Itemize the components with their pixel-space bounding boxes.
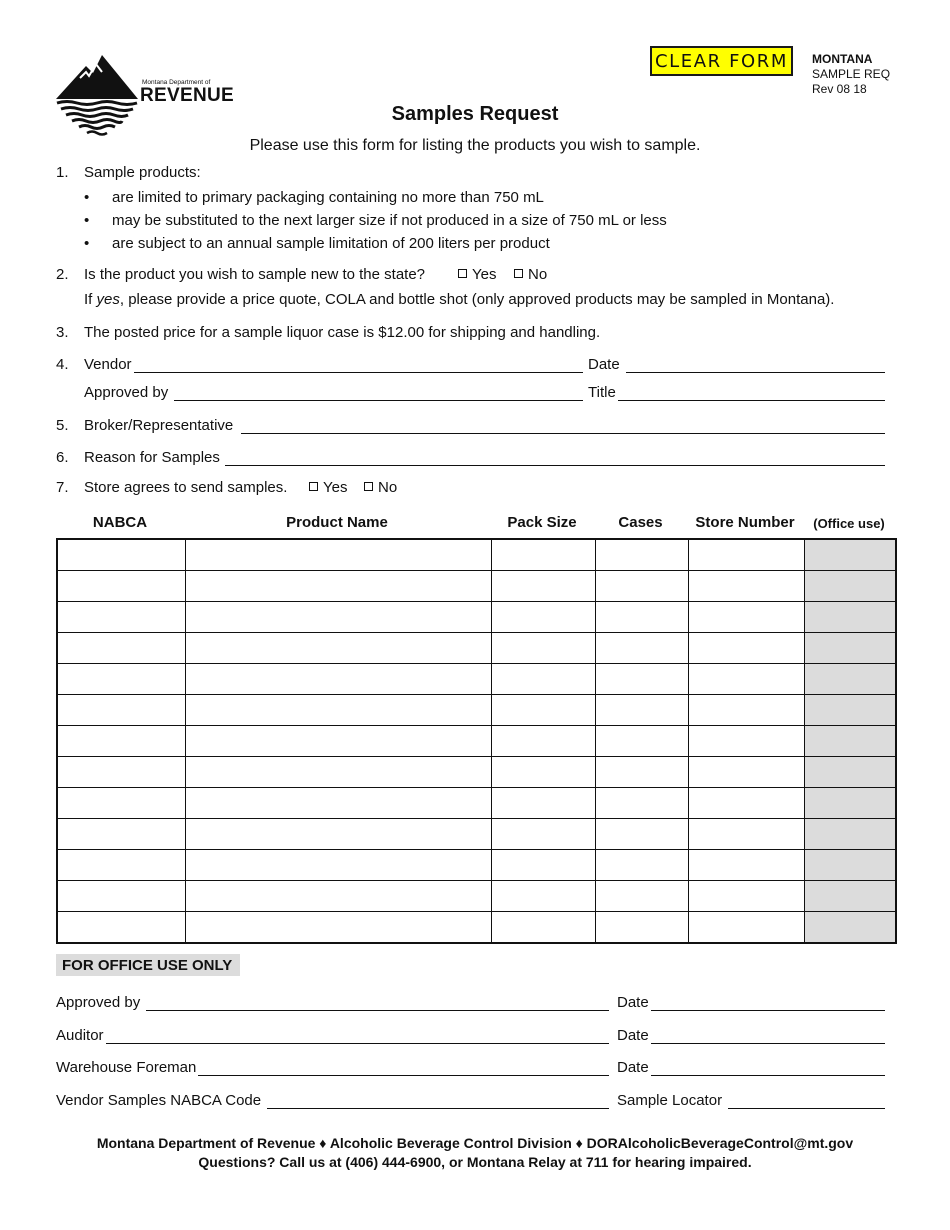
- table-row: [57, 881, 896, 912]
- header-cases: Cases: [618, 514, 663, 531]
- auditor-date-label: Date: [617, 1027, 649, 1044]
- nabca-cell[interactable]: [57, 881, 185, 912]
- vendor-date-field[interactable]: [588, 356, 885, 373]
- pack-size-cell[interactable]: [491, 881, 595, 912]
- samples-table: [56, 538, 897, 944]
- broker-label: Broker/Representative: [84, 417, 234, 434]
- table-row: [57, 850, 896, 881]
- footer-questions: Questions? Call us at (406) 444-6900, or Montana Relay at 711 for hearing impaired.: [198, 1154, 752, 1170]
- header-office-use: (Office use): [813, 516, 885, 531]
- item-1-number: 1.: [56, 164, 69, 181]
- pack-size-cell[interactable]: [491, 788, 595, 819]
- item-2-note: [84, 291, 834, 308]
- approved-by-label: Approved by: [84, 384, 169, 401]
- table-row: [57, 602, 896, 633]
- product-name-cell[interactable]: [185, 571, 491, 602]
- table-row: [57, 633, 896, 664]
- product-name-cell[interactable]: [185, 881, 491, 912]
- item-3-number: 3.: [56, 324, 69, 341]
- header-product-name: Product Name: [286, 514, 388, 531]
- product-name-cell[interactable]: [185, 850, 491, 881]
- header-nabca: NABCA: [92, 514, 148, 531]
- pack-size-cell[interactable]: [491, 850, 595, 881]
- approved-by-field[interactable]: [84, 384, 583, 401]
- logo-department-text: Montana Department of: [142, 79, 211, 86]
- store-number-cell[interactable]: [688, 819, 804, 850]
- store-agrees-no[interactable]: [364, 479, 397, 496]
- vendor-date-input[interactable]: [626, 358, 885, 373]
- nabca-cell[interactable]: [57, 757, 185, 788]
- bullet-icon: •: [84, 189, 90, 206]
- checkbox-icon[interactable]: [458, 269, 467, 278]
- pack-size-cell[interactable]: [491, 664, 595, 695]
- title-label: Title: [588, 384, 616, 401]
- cases-cell[interactable]: [595, 757, 688, 788]
- foreman-date-input[interactable]: [651, 1061, 885, 1076]
- pack-size-cell[interactable]: [491, 819, 595, 850]
- checkbox-icon[interactable]: [309, 482, 318, 491]
- logo-revenue-text: REVENUE: [140, 85, 234, 106]
- office-use-cell: [804, 539, 896, 571]
- header-store-number: Store Number: [695, 514, 795, 531]
- no-label: No: [528, 266, 548, 283]
- store-number-cell[interactable]: [688, 571, 804, 602]
- store-number-cell[interactable]: [688, 881, 804, 912]
- cases-cell[interactable]: [595, 788, 688, 819]
- office-use-cell: [804, 757, 896, 788]
- table-row: [57, 912, 896, 944]
- store-number-cell[interactable]: [688, 788, 804, 819]
- nabca-cell[interactable]: [57, 726, 185, 757]
- checkbox-icon[interactable]: [514, 269, 523, 278]
- nabca-cell[interactable]: [57, 788, 185, 819]
- store-number-cell[interactable]: [688, 664, 804, 695]
- product-name-cell[interactable]: [185, 819, 491, 850]
- nabca-cell[interactable]: [57, 664, 185, 695]
- office-use-cell: [804, 850, 896, 881]
- product-name-cell[interactable]: [185, 602, 491, 633]
- auditor-date-field[interactable]: [617, 1027, 885, 1044]
- office-use-badge: FOR OFFICE USE ONLY: [56, 954, 240, 976]
- office-use-cell: [804, 881, 896, 912]
- table-row: [57, 695, 896, 726]
- office-use-cell: [804, 633, 896, 664]
- no-label: No: [378, 479, 398, 496]
- table-row: [57, 788, 896, 819]
- product-name-cell[interactable]: [185, 788, 491, 819]
- office-use-cell: [804, 726, 896, 757]
- new-product-no[interactable]: [514, 266, 547, 283]
- pack-size-cell[interactable]: [491, 695, 595, 726]
- office-date-label: Date: [617, 994, 649, 1011]
- store-number-cell[interactable]: [688, 726, 804, 757]
- reason-field[interactable]: [84, 449, 885, 466]
- product-name-cell[interactable]: [185, 726, 491, 757]
- cases-cell[interactable]: [595, 602, 688, 633]
- cases-cell[interactable]: [595, 850, 688, 881]
- table-row: [57, 726, 896, 757]
- footer-contact: Montana Department of Revenue ♦ Alcoholic Beverage Control Division ♦ DORAlcoholicBeverageControl@mt.gov: [96, 1135, 854, 1151]
- item-1-text: Sample products:: [84, 164, 201, 181]
- reason-label: Reason for Samples: [84, 449, 220, 466]
- vendor-nabca-code-label: Vendor Samples NABCA Code: [56, 1092, 262, 1109]
- sample-locator-input[interactable]: [728, 1094, 885, 1109]
- item-7-text: Store agrees to send samples.: [84, 479, 288, 496]
- nabca-cell[interactable]: [57, 602, 185, 633]
- vendor-nabca-code-field[interactable]: [56, 1092, 609, 1109]
- cases-cell[interactable]: [595, 695, 688, 726]
- office-use-cell: [804, 602, 896, 633]
- warehouse-foreman-field[interactable]: [56, 1059, 609, 1076]
- header-pack-size: Pack Size: [507, 514, 577, 531]
- nabca-cell[interactable]: [57, 633, 185, 664]
- store-number-cell[interactable]: [688, 695, 804, 726]
- store-number-cell[interactable]: [688, 912, 804, 944]
- sample-locator-field[interactable]: [617, 1092, 885, 1109]
- vendor-input[interactable]: [134, 358, 583, 373]
- office-use-cell: [804, 819, 896, 850]
- office-approved-by-field[interactable]: [56, 994, 609, 1011]
- yes-label: Yes: [472, 266, 497, 283]
- store-number-cell[interactable]: [688, 633, 804, 664]
- auditor-field[interactable]: [56, 1027, 609, 1044]
- bullet-item: may be substituted to the next larger size if not produced in a size of 750 mL or less: [112, 212, 667, 229]
- office-use-cell: [804, 695, 896, 726]
- state-label: MONTANA: [812, 52, 873, 66]
- pack-size-cell[interactable]: [491, 571, 595, 602]
- item-5-number: 5.: [56, 417, 69, 434]
- yes-label: Yes: [323, 479, 348, 496]
- office-use-cell: [804, 912, 896, 944]
- cases-cell[interactable]: [595, 664, 688, 695]
- broker-field[interactable]: [84, 417, 885, 434]
- sample-locator-label: Sample Locator: [617, 1092, 723, 1109]
- nabca-cell[interactable]: [57, 850, 185, 881]
- title-field[interactable]: [588, 384, 885, 401]
- product-name-cell[interactable]: [185, 633, 491, 664]
- item-7-number: 7.: [56, 479, 69, 496]
- pack-size-cell[interactable]: [491, 602, 595, 633]
- product-name-cell[interactable]: [185, 664, 491, 695]
- cases-cell[interactable]: [595, 726, 688, 757]
- bullet-icon: •: [84, 235, 90, 252]
- cases-cell[interactable]: [595, 881, 688, 912]
- cases-cell[interactable]: [595, 571, 688, 602]
- warehouse-foreman-input[interactable]: [198, 1061, 609, 1076]
- office-date-field[interactable]: [617, 994, 885, 1011]
- office-use-cell: [804, 571, 896, 602]
- item-4-number: 4.: [56, 356, 69, 373]
- product-name-cell[interactable]: [185, 539, 491, 571]
- form-revision: Rev 08 18: [812, 82, 867, 96]
- office-date-input[interactable]: [651, 996, 885, 1011]
- store-number-cell[interactable]: [688, 539, 804, 571]
- product-name-cell[interactable]: [185, 695, 491, 726]
- nabca-cell[interactable]: [57, 912, 185, 944]
- note-prefix: If: [84, 291, 97, 308]
- table-row: [57, 539, 896, 571]
- page-subtitle: Please use this form for listing the products you wish to sample.: [249, 137, 701, 154]
- pack-size-cell[interactable]: [491, 912, 595, 944]
- table-row: [57, 664, 896, 695]
- foreman-date-label: Date: [617, 1059, 649, 1076]
- nabca-cell[interactable]: [57, 571, 185, 602]
- bullet-icon: •: [84, 212, 90, 229]
- auditor-date-input[interactable]: [651, 1029, 885, 1044]
- checkbox-icon[interactable]: [364, 482, 373, 491]
- clear-form-button[interactable]: CLEAR FORM: [650, 46, 793, 76]
- store-number-cell[interactable]: [688, 850, 804, 881]
- bullet-item: are limited to primary packaging containing no more than 750 mL: [112, 189, 544, 206]
- item-3-text: The posted price for a sample liquor case is $12.00 for shipping and handling.: [84, 324, 601, 341]
- auditor-label: Auditor: [56, 1027, 104, 1044]
- nabca-cell[interactable]: [57, 819, 185, 850]
- cases-cell[interactable]: [595, 819, 688, 850]
- nabca-cell[interactable]: [57, 695, 185, 726]
- vendor-field[interactable]: [84, 356, 583, 373]
- table-row: [57, 757, 896, 788]
- new-product-yes[interactable]: [458, 266, 496, 283]
- pack-size-cell[interactable]: [491, 726, 595, 757]
- approved-by-input[interactable]: [174, 386, 583, 401]
- product-name-cell[interactable]: [185, 757, 491, 788]
- warehouse-foreman-label: Warehouse Foreman: [56, 1059, 197, 1076]
- pack-size-cell[interactable]: [491, 633, 595, 664]
- office-approved-by-input[interactable]: [146, 996, 609, 1011]
- page-title: Samples Request: [391, 103, 559, 125]
- vendor-nabca-code-input[interactable]: [267, 1094, 609, 1109]
- store-number-cell[interactable]: [688, 602, 804, 633]
- pack-size-cell[interactable]: [491, 539, 595, 571]
- table-row: [57, 819, 896, 850]
- broker-input[interactable]: [241, 419, 885, 434]
- date-label: Date: [588, 356, 620, 373]
- bullet-item: are subject to an annual sample limitation of 200 liters per product: [112, 235, 550, 252]
- foreman-date-field[interactable]: [617, 1059, 885, 1076]
- nabca-cell[interactable]: [57, 539, 185, 571]
- item-6-number: 6.: [56, 449, 69, 466]
- office-use-cell: [804, 664, 896, 695]
- office-use-cell: [804, 788, 896, 819]
- store-agrees-yes[interactable]: [309, 479, 347, 496]
- office-approved-by-label: Approved by: [56, 994, 141, 1011]
- table-row: [57, 571, 896, 602]
- store-number-cell[interactable]: [688, 757, 804, 788]
- reason-input[interactable]: [225, 451, 885, 466]
- cases-cell[interactable]: [595, 539, 688, 571]
- cases-cell[interactable]: [595, 633, 688, 664]
- cases-cell[interactable]: [595, 912, 688, 944]
- product-name-cell[interactable]: [185, 912, 491, 944]
- item-2-question: Is the product you wish to sample new to the state?: [84, 266, 426, 283]
- auditor-input[interactable]: [106, 1029, 609, 1044]
- title-input[interactable]: [618, 386, 885, 401]
- pack-size-cell[interactable]: [491, 757, 595, 788]
- item-2-number: 2.: [56, 266, 69, 283]
- form-id: SAMPLE REQ: [812, 67, 891, 81]
- form-identifier: [812, 52, 890, 97]
- note-rest: , please provide a price quote, COLA and bottle shot (only approved products may be sampled in Montana).: [119, 291, 835, 308]
- note-italic: yes: [96, 291, 120, 308]
- vendor-label: Vendor: [84, 356, 132, 373]
